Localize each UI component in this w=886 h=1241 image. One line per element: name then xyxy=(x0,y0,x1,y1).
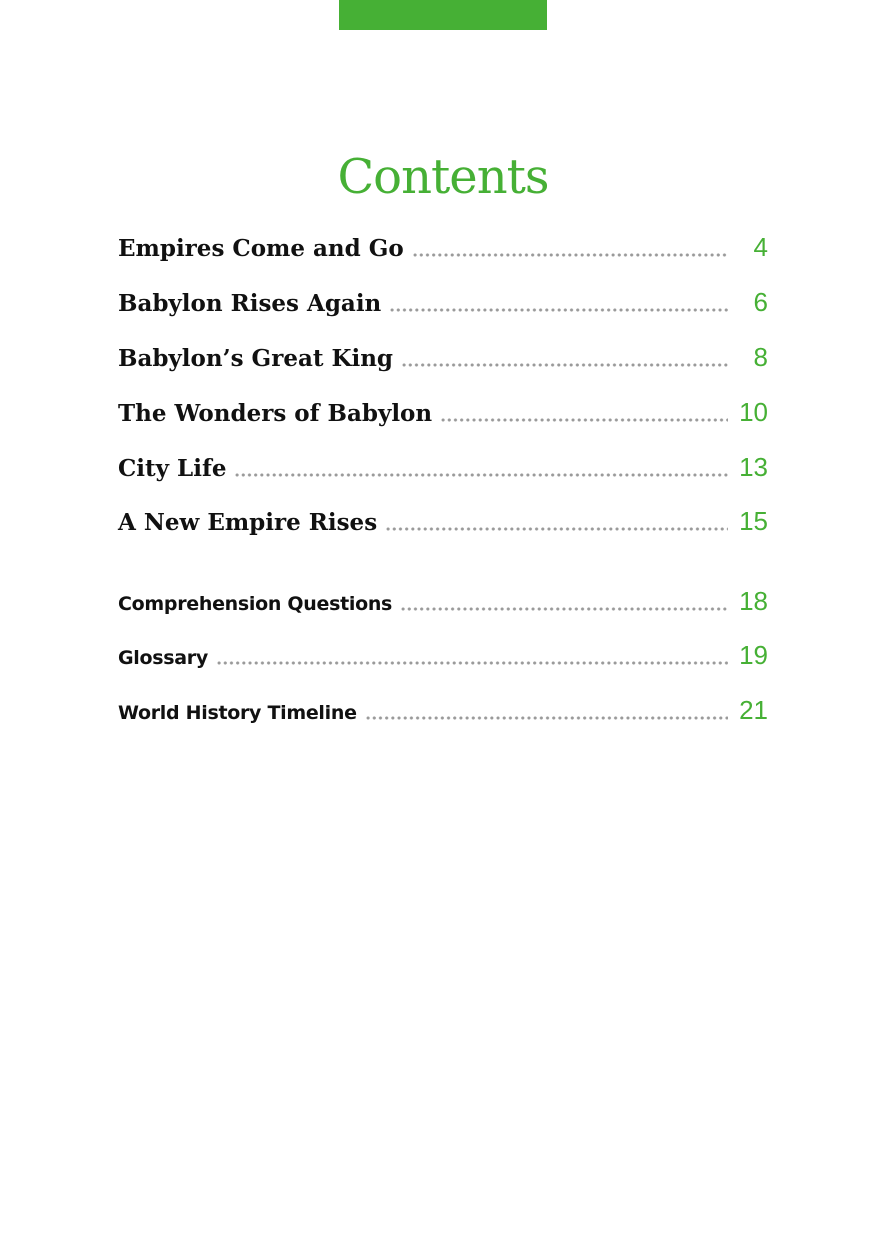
dot-leader xyxy=(365,716,728,720)
toc-entry[interactable] xyxy=(118,586,768,626)
toc-entry-page: 8 xyxy=(753,342,768,372)
toc-entry-page: 21 xyxy=(739,695,768,725)
toc-entry[interactable] xyxy=(118,452,768,492)
toc-entry-label: A New Empire Rises xyxy=(118,509,378,536)
page-title: Contents xyxy=(337,149,549,205)
toc-entry-label: Babylon Rises Again xyxy=(118,290,382,317)
toc-entry-label: Babylon’s Great King xyxy=(118,345,394,372)
dot-leader xyxy=(412,253,728,257)
toc-entry-label: Empires Come and Go xyxy=(118,235,404,262)
toc-entry-page: 10 xyxy=(739,397,768,427)
toc-entry-page: 4 xyxy=(753,232,768,262)
toc-entry-page: 18 xyxy=(739,586,768,616)
toc-entry-page: 13 xyxy=(739,452,768,482)
toc-entry-label: The Wonders of Babylon xyxy=(118,400,433,427)
dot-leader xyxy=(440,418,728,422)
dot-leader xyxy=(385,527,728,531)
header-accent-bar xyxy=(339,0,547,30)
toc-entry[interactable] xyxy=(118,287,768,327)
toc-entry[interactable] xyxy=(118,695,768,735)
dot-leader xyxy=(400,607,728,611)
toc-entry[interactable] xyxy=(118,342,768,382)
toc-entry-label: World History Timeline xyxy=(118,702,357,724)
toc-entry[interactable] xyxy=(118,397,768,437)
toc-entry-label: City Life xyxy=(118,455,227,482)
toc-entry[interactable] xyxy=(118,640,768,680)
toc-entry-page: 19 xyxy=(739,640,768,670)
dot-leader xyxy=(389,308,728,312)
toc-entry-label: Comprehension Questions xyxy=(118,593,393,615)
toc-entry[interactable] xyxy=(118,506,768,546)
dot-leader xyxy=(401,363,728,367)
dot-leader xyxy=(234,473,728,477)
dot-leader xyxy=(216,661,728,665)
toc-entry-label: Glossary xyxy=(118,647,208,669)
toc-entry-page: 15 xyxy=(739,506,768,536)
toc-entry[interactable] xyxy=(118,232,768,272)
toc-entry-page: 6 xyxy=(753,287,768,317)
